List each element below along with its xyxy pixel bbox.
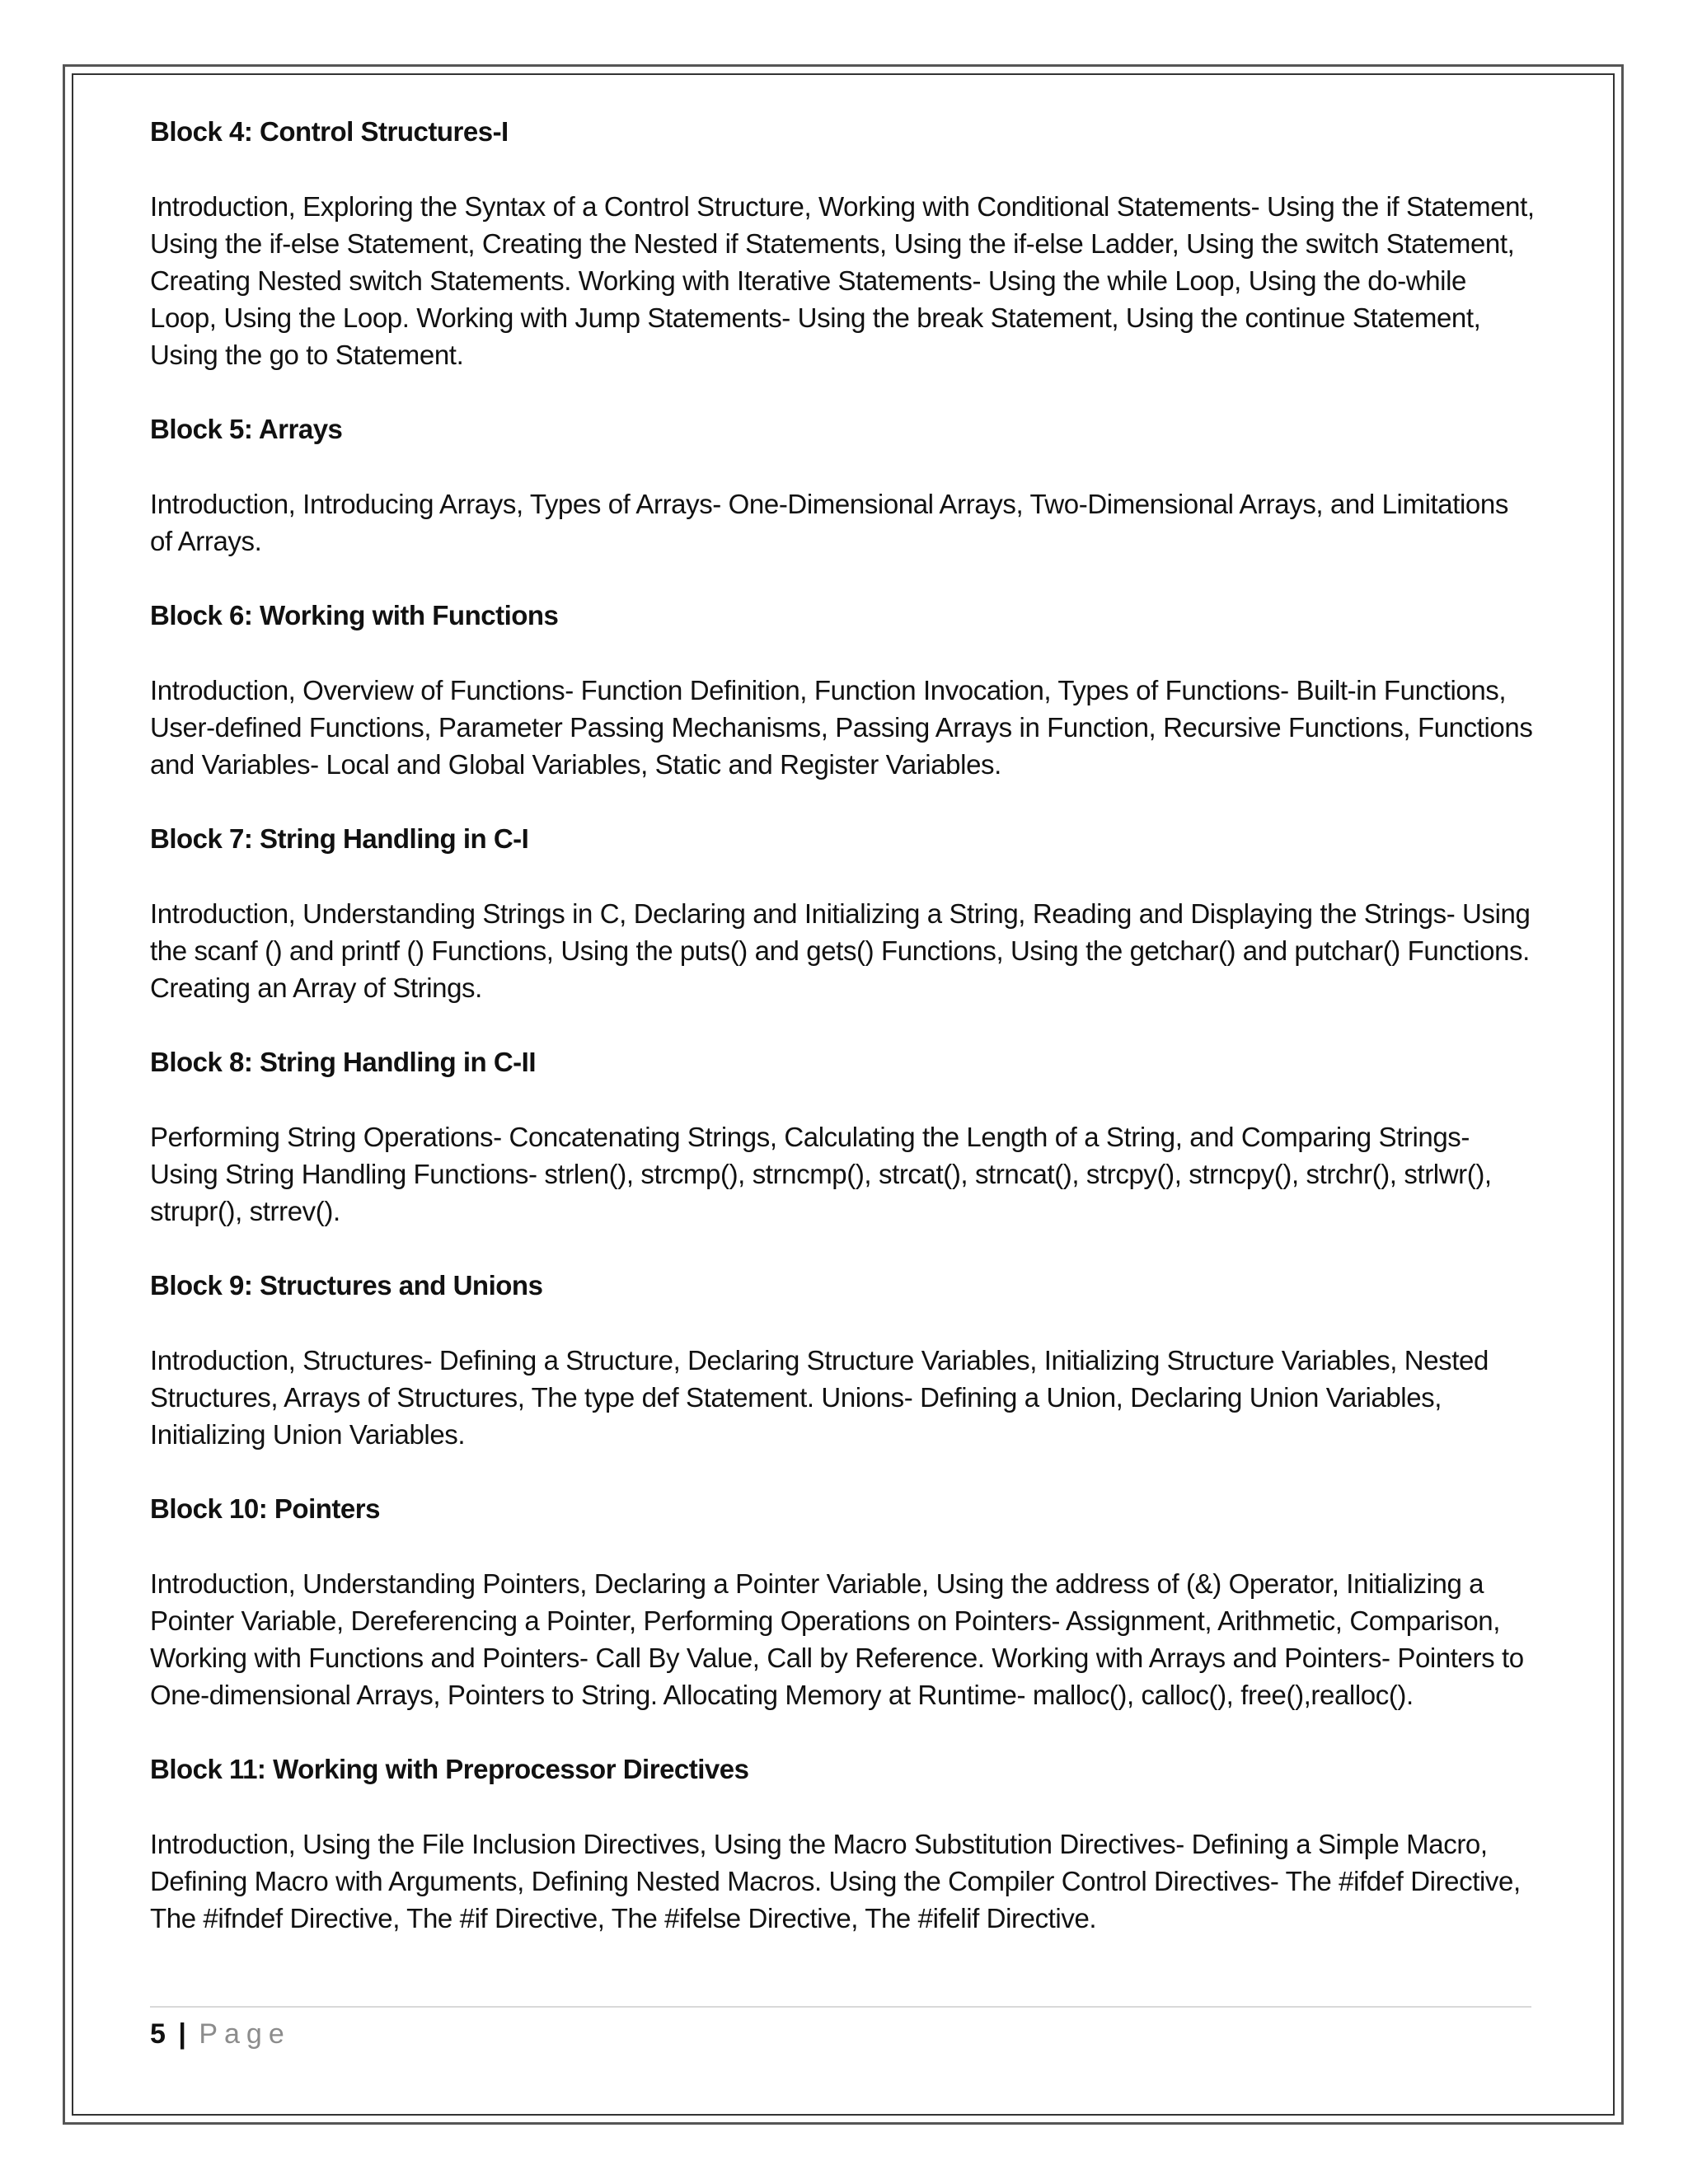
block-body: Introduction, Exploring the Syntax of a Control Structure, Working with Conditional Statements- Using the if Statement, Using the if-else Statement, Creating the Nested if Statements, Using the if-else Ladder, Using the switch Statement, Creating Nested switch Statements. Working with Iterative Statements- Using the while Loop, Using the do-while Loop, Using the Loop. Working with Jump Statements- Using the break Statement, Using the continue Statement, Using the go to Statement. [150, 191, 1535, 370]
block-heading: Block 5: Arrays [150, 414, 343, 444]
block-heading: Block 6: Working with Functions [150, 600, 559, 630]
page-footer [150, 2016, 291, 2052]
block-body: Introduction, Understanding Pointers, Declaring a Pointer Variable, Using the address of (&) Operator, Initializing a Pointer Variable, Dereferencing a Pointer, Performing Operations on Pointers- Assignment, Arithmetic, Comparison, Working with Functions and Pointers- Call By Value, Call by Reference. Working with Arrays and Pointers- Pointers to One-dimensional Arrays, Pointers to String. Allocating Memory at Runtime- malloc(), calloc(), free(),realloc(). [150, 1568, 1524, 1710]
block-body: Introduction, Structures- Defining a Structure, Declaring Structure Variables, Initializing Structure Variables, Nested Structures, Arrays of Structures, The type def Statement. Unions- Defining a Union, Declaring Union Variables, Initializing Union Variables. [150, 1345, 1489, 1450]
document-content [150, 114, 1535, 1975]
block-body: Introduction, Using the File Inclusion Directives, Using the Macro Substitution Directives- Defining a Simple Macro, Defining Macro with Arguments, Defining Nested Macros. Using the Compiler Control Directives- The #ifdef Directive, The #ifndef Directive, The #if Directive, The #ifelse Directive, The #ifelif Directive. [150, 1829, 1521, 1933]
block-body: Introduction, Overview of Functions- Function Definition, Function Invocation, Types of Functions- Built-in Functions, User-defined Functions, Parameter Passing Mechanisms, Passing Arrays in Function, Recursive Functions, Functions and Variables- Local and Global Variables, Static and Register Variables. [150, 675, 1533, 780]
block-body: Performing String Operations- Concatenating Strings, Calculating the Length of a String, and Comparing Strings- Using String Handling Functions- strlen(), strcmp(), strncmp(), strcat(), strncat(), strcpy(), strncpy(), strchr(), strlwr(), strupr(), strrev(). [150, 1122, 1492, 1226]
page-number: 5 [150, 2018, 166, 2050]
block-11 [150, 1751, 1535, 1937]
block-heading: Block 8: String Handling in C-II [150, 1047, 537, 1077]
footer-separator: | [178, 2018, 186, 2050]
block-body: Introduction, Understanding Strings in C, Declaring and Initializing a String, Reading and Displaying the Strings- Using the scanf () and printf () Functions, Using the puts() and gets() Functions, Using the getchar() and putchar() Functions. Creating an Array of Strings. [150, 898, 1531, 1003]
block-9 [150, 1268, 1535, 1453]
block-8 [150, 1044, 1535, 1230]
page-label: Page [199, 2018, 291, 2050]
block-heading: Block 9: Structures and Unions [150, 1270, 543, 1301]
block-body: Introduction, Introducing Arrays, Types of Arrays- One-Dimensional Arrays, Two-Dimensional Arrays, and Limitations of Arrays. [150, 489, 1508, 556]
block-heading: Block 4: Control Structures-I [150, 116, 509, 147]
block-heading: Block 11: Working with Preprocessor Directives [150, 1754, 749, 1784]
block-heading: Block 7: String Handling in C-I [150, 823, 529, 854]
block-6 [150, 598, 1535, 783]
block-4 [150, 114, 1535, 373]
block-10 [150, 1491, 1535, 1713]
block-heading: Block 10: Pointers [150, 1493, 380, 1524]
footer-divider [150, 2006, 1531, 2008]
block-5 [150, 411, 1535, 560]
block-7 [150, 821, 1535, 1006]
